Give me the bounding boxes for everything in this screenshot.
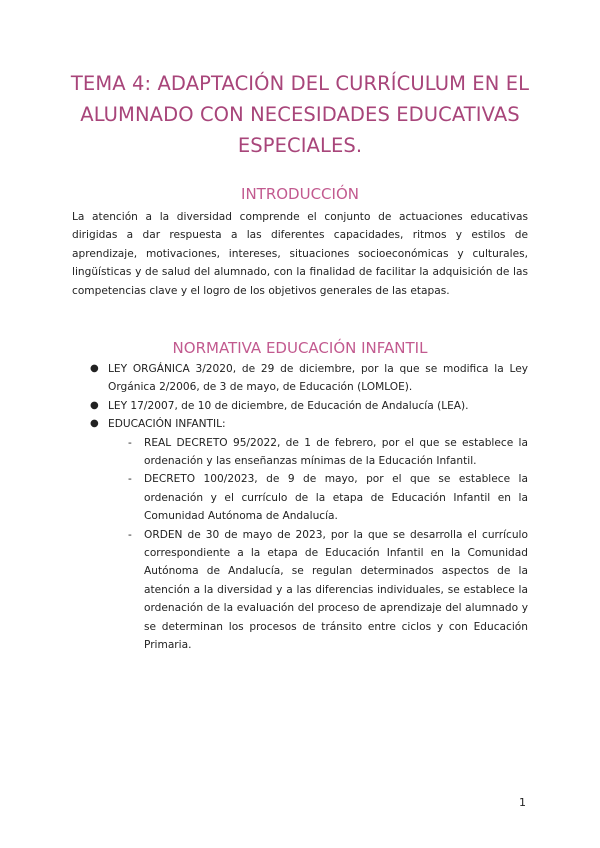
list-item-text: EDUCACIÓN INFANTIL: <box>108 418 226 431</box>
dash-icon: - <box>128 436 132 449</box>
sublist-item <box>108 434 528 471</box>
bullet-icon: ● <box>90 418 99 430</box>
normativa-heading: NORMATIVA EDUCACIÓN INFANTIL <box>172 339 428 357</box>
dash-icon: - <box>128 528 132 541</box>
bullet-icon: ● <box>90 363 99 374</box>
list-item <box>72 415 528 654</box>
sublist-item <box>108 526 528 655</box>
bullet-icon: ● <box>90 399 99 411</box>
sublist-item-text: REAL DECRETO 95/2022, de 1 de febrero, por el que se establece la ordenación y las enseñanzas mínimas de la Educación Infantil. <box>144 436 528 468</box>
sublist-item-text: DECRETO 100/2023, de 9 de mayo, por el que se establece la ordenación y el currículo de la etapa de Educación Infantil en la Comunidad Autónoma de Andalucía. <box>144 473 528 523</box>
list-item <box>72 397 528 415</box>
sublist <box>108 434 528 655</box>
sublist-item <box>108 470 528 525</box>
document-title: TEMA 4: ADAPTACIÓN DEL CURRÍCULUM EN EL ALUMNADO CON NECESIDADES EDUCATIVAS ESPECIALES. <box>70 72 530 157</box>
sublist-item-text: ORDEN de 30 de mayo de 2023, por la que se desarrolla el currículo correspondiente a la etapa de Educación Infantil en la Comunidad Autónoma de Andalucía, se regulan determinados aspectos de la atención a la diversidad y a las diferencias individuales, se establece la ordenación de la evaluación del proceso de aprendizaje del alumnado y se determinan los procesos de tránsito entre ciclos y con Educación Primaria. <box>144 528 528 652</box>
intro-paragraph: La atención a la diversidad comprende el conjunto de actuaciones educativas dirigidas a dar respuesta a las diferentes capacidades, ritmos y estilos de aprendizaje, motivaciones, intereses, situaciones socioeconómicas y culturales, lingüísticas y de salud del alumnado, con la finalidad de facilitar la adquisición de las competencias clave y el logro de los objetivos generales de las etapas. <box>72 211 528 297</box>
normativa-list <box>72 360 528 655</box>
list-item-text: LEY 17/2007, de 10 de diciembre, de Educación de Andalucía (LEA). <box>108 399 469 412</box>
page-number: 1 <box>519 796 526 809</box>
list-item-text: LEY ORGÁNICA 3/2020, de 29 de diciembre, por la que se modifica la Ley Orgánica 2/2006, de 3 de mayo, de Educación (LOMLOE). <box>108 363 528 394</box>
dash-icon: - <box>128 473 132 486</box>
intro-heading: INTRODUCCIÓN <box>241 185 359 203</box>
list-item <box>72 360 528 397</box>
